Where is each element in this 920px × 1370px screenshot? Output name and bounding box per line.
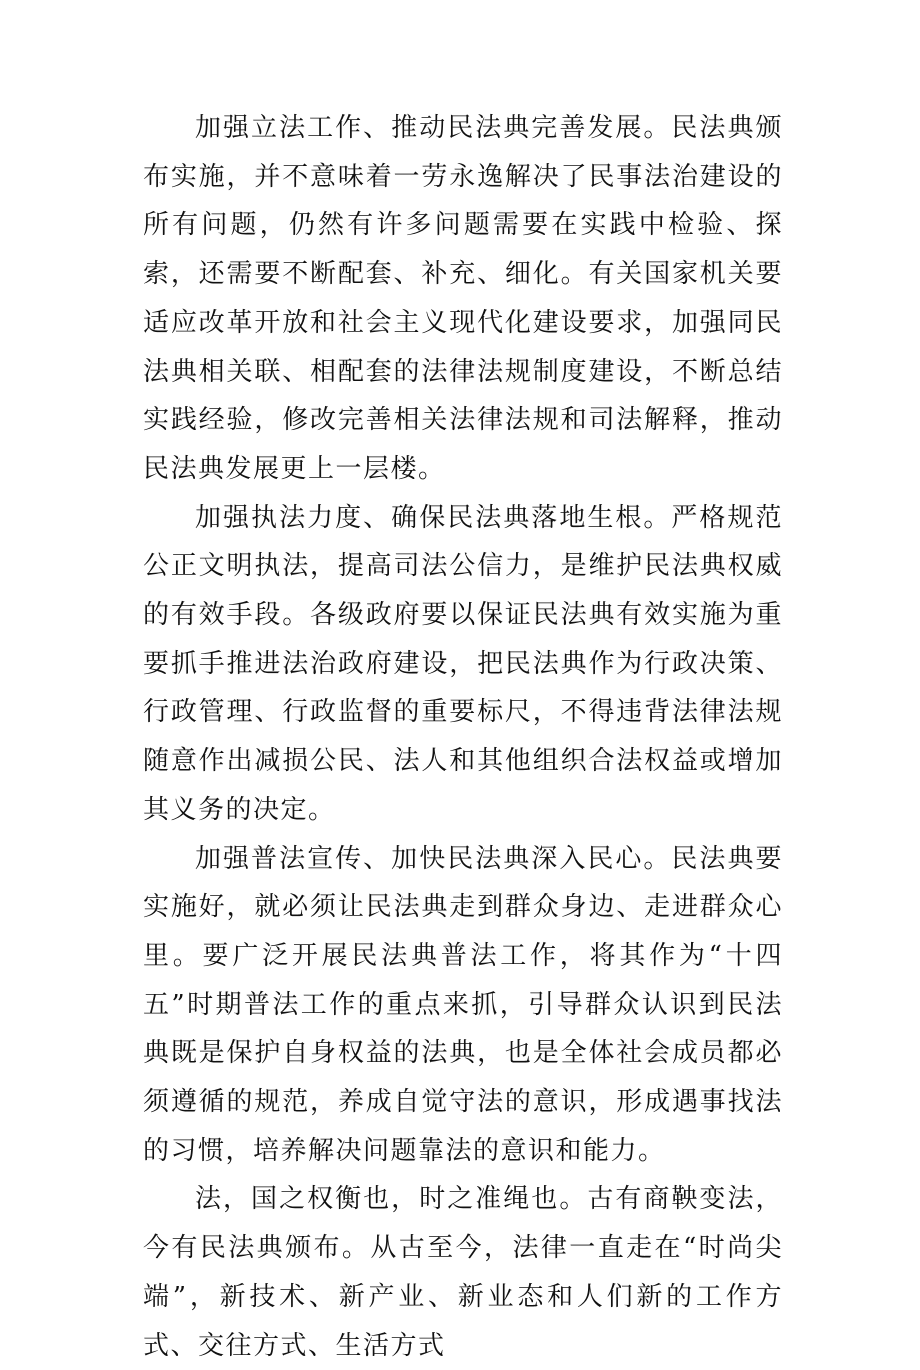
paragraph-legislation: 加强立法工作、推动民法典完善发展。民法典颁布实施，并不意味着一劳永逸解决了民事法治建设的所有问题，仍然有许多问题需要在实践中检验、探索，还需要不断配套、补充、细化。有关国家机关要适应改革开放和社会主义现代化建设要求，加强同民法典相关联、相配套的法律法规制度建设，不断总结实践经验，修改完善相关法律法规和司法解释，推动民法典发展更上一层楼。 [143, 113, 783, 484]
paragraph-publicity: 加强普法宣传、加快民法典深入民心。民法典要实施好，就必须让民法典走到群众身边、走进群众心里。要广泛开展民法典普法工作，将其作为“十四五”时期普法工作的重点来抓，引导群众认识到民法典既是保护自身权益的法典，也是全体社会成员都必须遵循的规范，养成自觉守法的意识，形成遇事找法的习惯，培养解决问题靠法的意识和能力。 [143, 843, 783, 1166]
paragraph-law-history: 法，国之权衡也，时之准绳也。古有商鞅变法，今有民法典颁布。从古至今，法律一直走在“时尚尖端”，新技术、新产业、新业态和人们新的工作方式、交往方式、生活方式 [143, 1184, 783, 1361]
paragraph-enforcement: 加强执法力度、确保民法典落地生根。严格规范公正文明执法，提高司法公信力，是维护民法典权威的有效手段。各级政府要以保证民法典有效实施为重要抓手推进法治政府建设，把民法典作为行政决策、行政管理、行政监督的重要标尺，不得违背法律法规随意作出减损公民、法人和其他组织合法权益或增加其义务的决定。 [143, 502, 783, 825]
document-body [143, 104, 783, 1370]
